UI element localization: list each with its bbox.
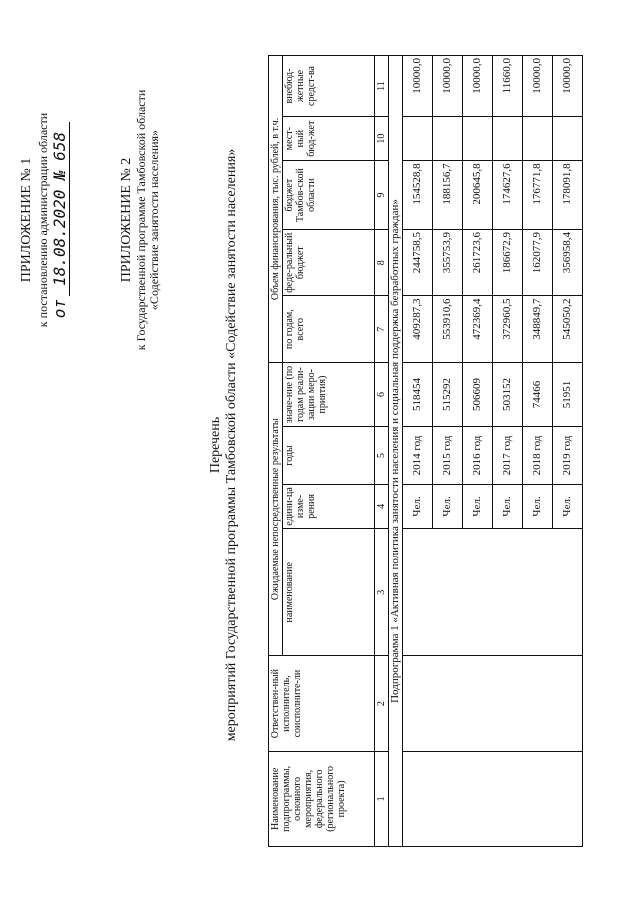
- cell-total: 545050,2: [553, 296, 583, 362]
- cell-local: [403, 117, 433, 161]
- cell-local: [433, 117, 463, 161]
- index-row: [375, 56, 389, 847]
- cell-extra: 11660,0: [493, 56, 523, 117]
- index-cell: 9: [375, 161, 389, 230]
- group-header-finance: Объем финансирования, тыс. рублей, в т.ч.: [269, 56, 283, 363]
- index-cell: 6: [375, 362, 389, 426]
- appendix2-title: ПРИЛОЖЕНИЕ № 2: [119, 157, 134, 283]
- sub-header-federal: феде-ральный бюджет: [283, 229, 375, 295]
- index-cell: 5: [375, 427, 389, 485]
- list-title-block: [208, 65, 240, 825]
- cell-extra: 10000,0: [463, 56, 493, 117]
- cell-value: 51951: [553, 362, 583, 426]
- cell-unit: Чел.: [523, 484, 553, 528]
- cell-total: 472369,4: [463, 296, 493, 362]
- cell-federal: 355753,9: [433, 229, 463, 295]
- appendix1-subtitle: к постановлению администрации области: [36, 112, 50, 328]
- row-result-name-cell: [403, 529, 583, 656]
- cell-regional: 200645,8: [463, 161, 493, 230]
- cell-extra: 10000,0: [523, 56, 553, 117]
- index-cell: 4: [375, 484, 389, 528]
- cell-year: 2016 год: [463, 427, 493, 485]
- cell-regional: 178091,8: [553, 161, 583, 230]
- cell-federal: 356958,4: [553, 229, 583, 295]
- cell-federal: 186672,9: [493, 229, 523, 295]
- col-header-executor: Ответствен-ный исполнитель, соисполните-ли: [269, 656, 375, 751]
- index-cell: 2: [375, 656, 389, 751]
- appendix2-subtitle-1: к Государственной программе Тамбовской области: [134, 89, 148, 351]
- cell-regional: 154528,8: [403, 161, 433, 230]
- row-name-cell: [403, 751, 583, 846]
- date-prefix: от: [50, 298, 69, 319]
- index-cell: 11: [375, 56, 389, 117]
- table-row: [403, 56, 433, 847]
- cell-total: 372960,5: [493, 296, 523, 362]
- cell-unit: Чел.: [493, 484, 523, 528]
- cell-regional: 174627,6: [493, 161, 523, 230]
- cell-value: 518454: [403, 362, 433, 426]
- index-cell: 10: [375, 117, 389, 161]
- cell-local: [493, 117, 523, 161]
- sub-header-extra: внебюд-жетные средст-ва: [283, 56, 375, 117]
- cell-extra: 10000,0: [433, 56, 463, 117]
- cell-year: 2015 год: [433, 427, 463, 485]
- cell-total: 553910,6: [433, 296, 463, 362]
- sub-header-years: годы: [283, 427, 375, 485]
- col-header-name: Наименование подпрограммы, основного мероприятия, федерального (регионального проекта): [269, 751, 375, 846]
- handwritten-date: 18.08.2020 № 658: [50, 122, 70, 296]
- sub-header-local: мест-ный бюд-жет: [283, 117, 375, 161]
- cell-value: 506609: [463, 362, 493, 426]
- sub-header-regional: бюджет Тамбов-ской области: [283, 161, 375, 230]
- cell-value: 515292: [433, 362, 463, 426]
- cell-total: 348849,7: [523, 296, 553, 362]
- index-cell: 7: [375, 296, 389, 362]
- list-subtitle: мероприятий Государственной программы Тамбовской области «Содействие занятости населения»: [224, 148, 239, 742]
- index-cell: 1: [375, 751, 389, 846]
- cell-regional: 188156,7: [433, 161, 463, 230]
- cell-value: 74466: [523, 362, 553, 426]
- section-title: Подпрограмма 1 «Активная политика занятости населения и социальная поддержка безработных граждан»: [389, 56, 403, 847]
- index-cell: 3: [375, 529, 389, 656]
- cell-extra: 10000,0: [553, 56, 583, 117]
- cell-unit: Чел.: [403, 484, 433, 528]
- cell-federal: 244758,5: [403, 229, 433, 295]
- section-row: [389, 56, 403, 847]
- cell-local: [523, 117, 553, 161]
- cell-extra: 10000,0: [403, 56, 433, 117]
- cell-year: 2019 год: [553, 427, 583, 485]
- list-title: Перечень: [208, 416, 223, 474]
- cell-year: 2018 год: [523, 427, 553, 485]
- cell-value: 503152: [493, 362, 523, 426]
- sub-header-value: значе-ние (по годам реали-зации меро-приятия): [283, 362, 375, 426]
- appendix1-date-line: [50, 55, 69, 385]
- cell-regional: 176771,8: [523, 161, 553, 230]
- appendix2-block: [118, 55, 161, 385]
- cell-year: 2017 год: [493, 427, 523, 485]
- appendix2-subtitle-2: «Содействие занятости населения»: [147, 129, 161, 311]
- group-header-results: Ожидаемые непосредственные результаты: [269, 362, 283, 656]
- appendix1-block: [18, 55, 68, 385]
- cell-federal: 162077,9: [523, 229, 553, 295]
- cell-unit: Чел.: [433, 484, 463, 528]
- cell-local: [463, 117, 493, 161]
- cell-year: 2014 год: [403, 427, 433, 485]
- measures-table: [268, 55, 583, 847]
- sub-header-total: по годам, всего: [283, 296, 375, 362]
- cell-local: [553, 117, 583, 161]
- sub-header-unit: едини-ца изме-рения: [283, 484, 375, 528]
- cell-unit: Чел.: [553, 484, 583, 528]
- cell-unit: Чел.: [463, 484, 493, 528]
- row-executor-cell: [403, 656, 583, 751]
- index-cell: 8: [375, 229, 389, 295]
- appendix1-title: ПРИЛОЖЕНИЕ № 1: [19, 157, 34, 283]
- cell-total: 409287,3: [403, 296, 433, 362]
- cell-federal: 261723,6: [463, 229, 493, 295]
- header-row-groups: [269, 56, 283, 847]
- sub-header-name: наименование: [283, 529, 375, 656]
